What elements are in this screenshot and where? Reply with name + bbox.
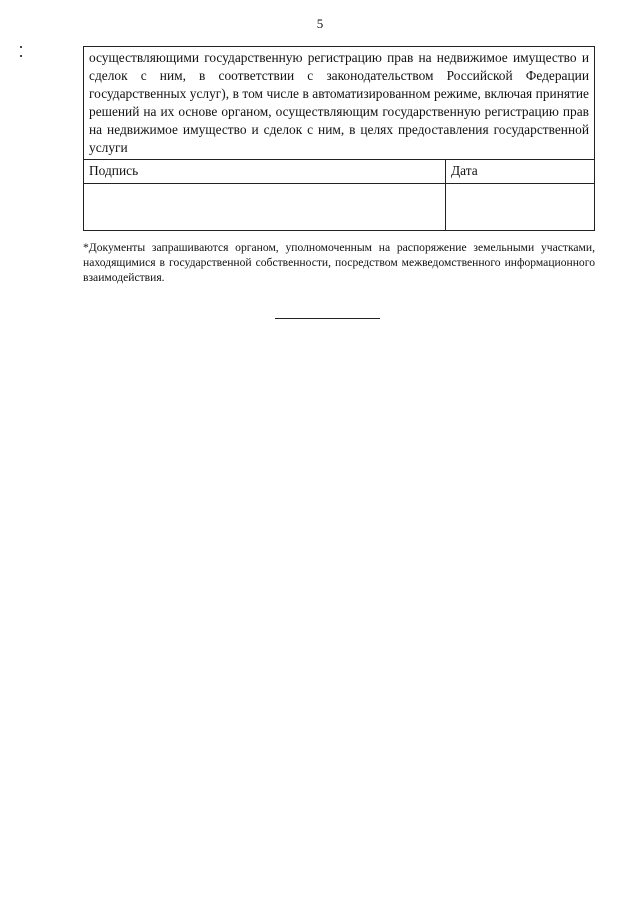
footnote: *Документы запрашиваются органом, уполномоченным на распоряжение земельными участками, находящимися в государственной собственности, посредством межведомственного информационного взаимодействия. <box>83 241 595 284</box>
margin-dot <box>20 55 22 57</box>
date-label: Дата <box>446 160 595 184</box>
page-number: 5 <box>316 16 324 31</box>
signature-field[interactable] <box>84 184 446 231</box>
end-of-document-rule <box>275 318 380 319</box>
margin-dot <box>20 46 22 48</box>
signature-header-row <box>84 160 595 184</box>
signature-label: Подпись <box>84 160 446 184</box>
date-field[interactable] <box>446 184 595 231</box>
consent-row <box>84 47 595 160</box>
consent-table <box>83 46 595 231</box>
margin-marks <box>20 46 23 64</box>
consent-text: осуществляющими государственную регистрацию прав на недвижимое имущество и сделок с ним, в соответствии с законодательством Российской Федерации государственных услуг), в том числе в автоматизированном режиме, включая принятие решений на их основе органом, осуществляющим государственную регистрацию прав на недвижимое имущество и сделок с ним, в целях предоставления государственной услуги <box>84 47 595 160</box>
signature-value-row <box>84 184 595 231</box>
